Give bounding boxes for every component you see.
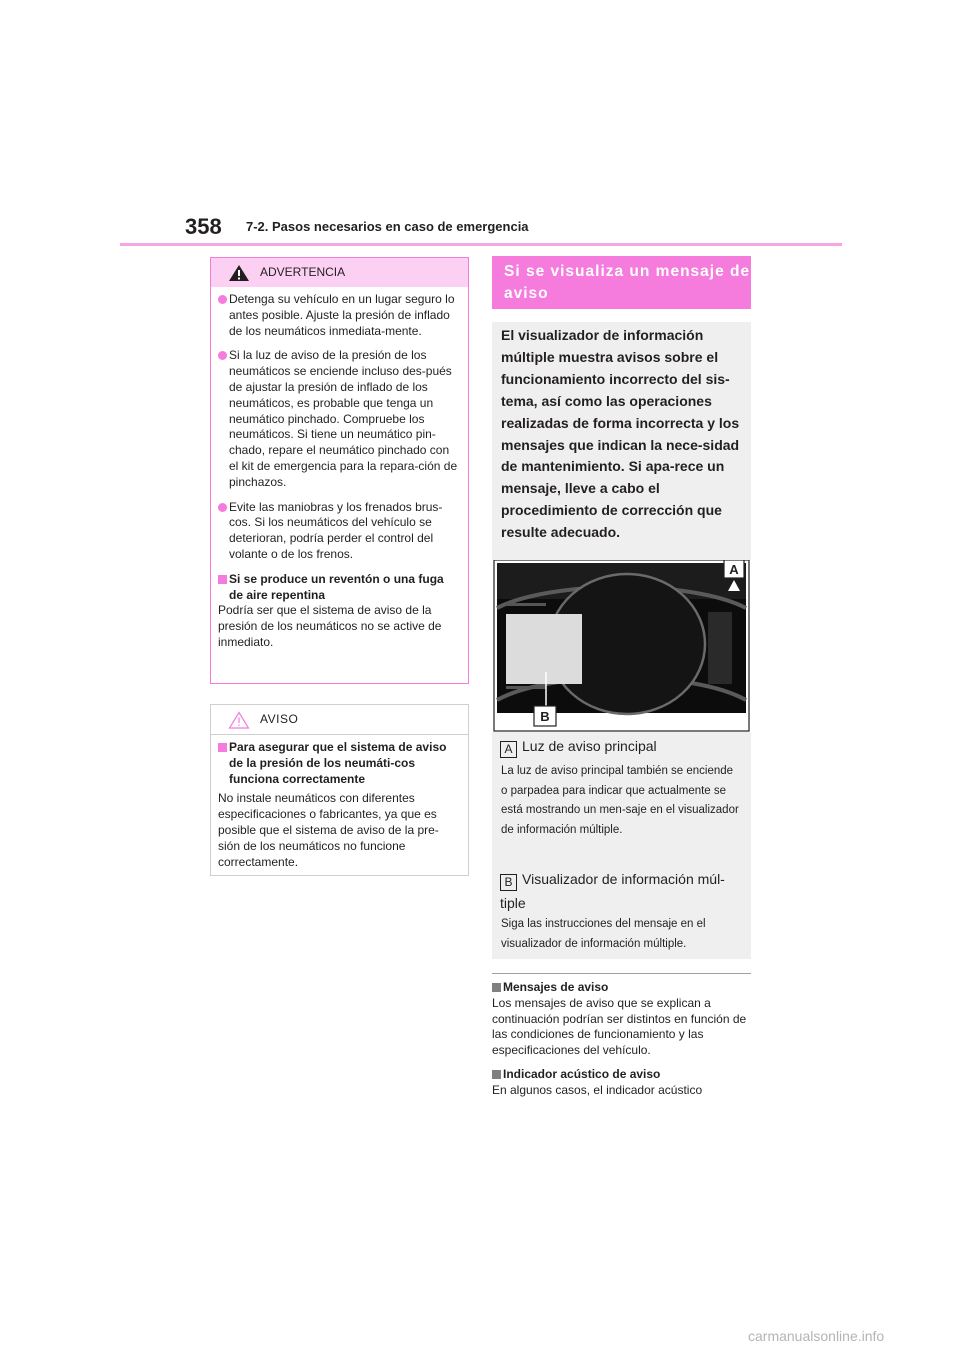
warning-bullet-text: Si la luz de aviso de la presión de los neumáticos se enciende incluso des-pués de ajustar la presión de inflado de los neumáticos, es probable que tenga un neumático pinchado. Compruebe los neumáticos. Si tiene un neumático pin-chado, repare el neumático pinchado con el kit de emergencia para la repara-ción de pinchazos. [229,348,458,489]
bullet-icon [218,351,227,360]
square-bullet-icon [492,1070,501,1079]
warning-bullet [218,292,460,339]
square-bullet-icon [218,743,227,752]
bullet-icon [218,295,227,304]
intro-text: El visualizador de información múltiple muestra avisos sobre el funcionamiento incorrecto del sis-tema, así como las operaciones realizadas de forma incorrecta y los mensajes que indican la nece-sidad de mantenimiento. Si apa-rece un mensaje, lleve a cabo el procedimiento de corrección que resulte adecuado. [501,327,740,541]
warning-header [211,258,468,287]
warning-title: ADVERTENCIA [260,265,346,279]
warning-icon [228,264,250,282]
callout-b [500,867,740,915]
bullet-icon [218,503,227,512]
section-block [492,980,754,1059]
watermark: carmanualsonline.info [748,1328,885,1344]
section-block [492,1067,754,1099]
notice-title: AVISO [260,712,299,726]
right-sections [492,980,754,1107]
warning-bullet [218,500,460,563]
callout-b-badge: B [500,874,517,891]
instrument-cluster-figure [492,560,751,732]
section-heading-text: Mensajes de aviso [503,980,609,994]
info-panel [492,322,751,959]
warning-bullet-text: Evite las maniobras y los frenados brus-cos. Si los neumáticos del vehículo se deterioran, podría perder el control del volante o de los frenos. [229,499,443,561]
right-heading-bar [492,256,751,309]
callout-b-description: Siga las instrucciones del mensaje en el visualizador de información múltiple. [501,918,706,950]
callout-b-title: Visualizador de información múl-tiple [500,871,725,911]
callout-a-title: Luz de aviso principal [522,738,657,754]
section-text: En algunos casos, el indicador acústico [492,1082,703,1097]
warning-bullet [218,348,460,490]
notice-paragraph: No instale neumáticos con diferentes especificaciones o fabricantes, ya que es posible que el sistema de aviso de la pre-sión de los neumáticos no funcione correctamente. [218,791,439,869]
warning-paragraph: Podría ser que el sistema de aviso de la presión de los neumáticos no se active de inmediato. [218,603,442,649]
callout-a [500,738,657,758]
notice-header [211,705,468,735]
section-heading-text: Indicador acústico de aviso [503,1066,661,1081]
notice-subheading-text: Para asegurar que el sistema de aviso de la presión de los neumáti-cos funciona correctamente [229,740,447,786]
warning-bullet-text: Detenga su vehículo en un lugar seguro lo antes posible. Ajuste la presión de inflado de los neumáticos inmediata-mente. [229,292,455,338]
section-heading [492,1067,754,1083]
callout-a-badge: A [500,741,517,758]
warning-subheading [218,572,460,604]
warning-subheading-text: Si se produce un reventón o una fuga de aire repentina [229,571,444,602]
section-divider [492,973,751,974]
page-number: 358 [185,214,222,239]
cluster-illustration [492,560,751,732]
notice-subheading [218,740,460,787]
caution-icon [228,711,250,729]
section-text: Los mensajes de aviso que se explican a continuación podrían ser distintos en función de las condiciones de funcionamiento y las especificaciones del vehículo. [492,995,747,1058]
figure-label-a: A [729,562,739,577]
section-title: 7-2. Pasos necesarios en caso de emergencia [246,219,529,234]
header-rule [120,243,842,246]
figure-label-b: B [540,709,550,724]
square-bullet-icon [492,983,501,992]
warning-box [210,257,469,684]
right-heading: Si se visualiza un mensaje de aviso [504,263,751,302]
square-bullet-icon [218,575,227,584]
notice-box [210,704,469,876]
section-heading [492,980,754,996]
callout-a-description: La luz de aviso principal también se enciende o parpadea para indicar que actualmente se está mostrando un men-saje en el visualizador de información múltiple. [501,765,739,836]
